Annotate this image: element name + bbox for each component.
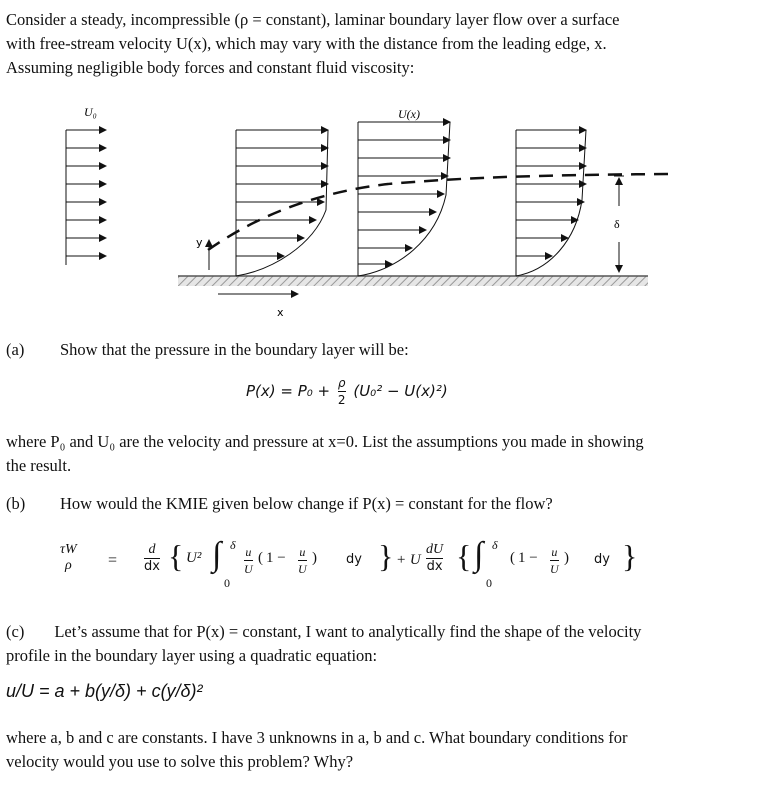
kmie-plus-u: + U xyxy=(396,552,421,568)
kmie-brace-open-2: { xyxy=(456,538,472,574)
part-a-text: Show that the pressure in the boundary layer will be: xyxy=(60,340,409,359)
part-c-label: (c) xyxy=(6,622,25,641)
kmie-tau: τW xyxy=(60,542,77,557)
label-delta: δ xyxy=(614,217,620,231)
kmie-brace-open-1: { xyxy=(168,538,184,574)
part-b-text: How would the KMIE given below change if P(x) = constant for the flow? xyxy=(60,494,553,513)
kmie-dx: dx xyxy=(144,559,160,574)
kmie-paren-2: ( xyxy=(510,550,515,566)
kmie-u2: U² xyxy=(186,550,202,566)
wall xyxy=(178,276,648,286)
kmie-U-2: U xyxy=(298,562,307,576)
kmie-one-minus-2: 1 − xyxy=(518,550,538,566)
kmie-u-2: u xyxy=(299,545,306,559)
label-y: y xyxy=(196,236,203,249)
kmie-integral-2: ∫ xyxy=(474,536,484,573)
intro-line-2: with free-stream velocity U(x), which may vary with the distance from the leading edge, x. xyxy=(6,34,607,53)
pressure-equation xyxy=(246,375,448,408)
kmie-dy-1: dy xyxy=(346,552,362,567)
part-a-where xyxy=(6,430,644,478)
part-a-where-line-1: where P₀ and U₀ are the velocity and pressure at x=0. List the assumptions you made in showing xyxy=(6,432,644,451)
part-c-closing-line-2: velocity would you use to solve this problem? Why? xyxy=(6,752,354,771)
kmie-brace-close-2: } xyxy=(622,538,638,574)
kmie-one-minus-1: 1 − xyxy=(266,550,286,566)
boundary-layer-edge xyxy=(208,174,668,250)
boundary-layer-figure xyxy=(58,100,678,325)
kmie-u-3: u xyxy=(551,545,558,559)
part-c-line-1: Let’s assume that for P(x) = constant, I want to analytically find the shape of the velocity xyxy=(54,622,642,641)
part-a-where-line-2: the result. xyxy=(6,456,72,475)
kmie-U-3: U xyxy=(550,562,559,576)
velocity-profile-2 xyxy=(236,130,328,276)
intro-line-1: Consider a steady, incompressible (ρ = constant), laminar boundary layer flow over a surface xyxy=(6,10,620,29)
kmie-paren-close-2: ) xyxy=(564,550,569,566)
label-u0: U₀ xyxy=(84,105,97,119)
pressure-eq-two: 2 xyxy=(337,393,346,407)
part-c-closing xyxy=(6,726,627,774)
velocity-profile-3 xyxy=(358,122,450,276)
part-a-label: (a) xyxy=(6,340,25,359)
quadratic-profile-equation: u/U = a + b(y/δ) + c(y/δ)² xyxy=(6,681,203,701)
kmie-paren-1: ( xyxy=(258,550,263,566)
intro-line-3: Assuming negligible body forces and constant fluid viscosity: xyxy=(6,58,415,77)
part-c-line-2: profile in the boundary layer using a quadratic equation: xyxy=(6,646,378,665)
label-ux: U(x) xyxy=(398,107,420,121)
intro-paragraph xyxy=(6,8,619,80)
kmie-paren-close-1: ) xyxy=(312,550,317,566)
kmie-upper-2: δ xyxy=(492,538,498,552)
kmie-U-1: U xyxy=(244,562,253,576)
kmie-dU: dU xyxy=(426,542,444,557)
kmie-brace-close-1: } xyxy=(378,538,394,574)
kmie-upper-1: δ xyxy=(230,538,236,552)
pressure-eq-rhs: (U₀² − U(x)²) xyxy=(353,382,448,400)
kmie-integral-1: ∫ xyxy=(212,536,222,573)
kmie-u-1: u xyxy=(245,545,252,559)
part-c-paragraph xyxy=(6,620,641,668)
kmie-equals: = xyxy=(108,552,118,569)
velocity-profile-4 xyxy=(516,130,586,276)
pressure-eq-rho: ρ xyxy=(337,376,346,390)
part-b-label: (b) xyxy=(6,494,26,513)
label-x: x xyxy=(277,306,284,319)
kmie-dx-2: dx xyxy=(426,559,443,574)
kmie-d: d xyxy=(148,542,156,557)
kmie-equation xyxy=(60,536,700,600)
uniform-profile xyxy=(66,130,106,265)
part-c-closing-line-1: where a, b and c are constants. I have 3 unknowns in a, b and c. What boundary conditions for xyxy=(6,728,628,747)
kmie-rho: ρ xyxy=(64,558,72,573)
kmie-lower-2: 0 xyxy=(486,576,492,590)
kmie-lower-1: 0 xyxy=(224,576,230,590)
kmie-dy-2: dy xyxy=(594,552,610,567)
pressure-eq-lhs: P(x) = P₀ + xyxy=(246,382,331,400)
